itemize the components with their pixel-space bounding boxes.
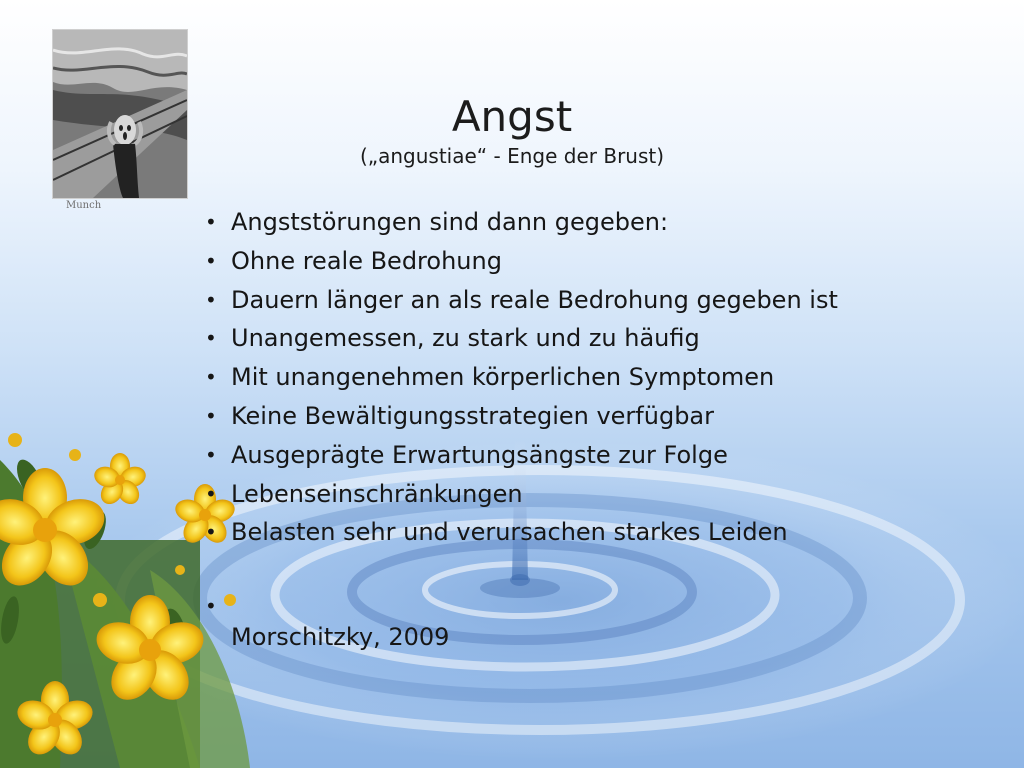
bullet-item xyxy=(205,203,838,242)
bullet-icon: • xyxy=(205,403,217,428)
bullet-text: Ohne reale Bedrohung xyxy=(231,246,502,275)
bullet-item xyxy=(205,436,838,475)
slide-subtitle: („angustiae“ - Enge der Brust) xyxy=(359,144,665,168)
bullet-text: Dauern länger an als reale Bedrohung gegeben ist xyxy=(231,285,838,314)
bullet-text: Belasten sehr und verursachen starkes Leiden xyxy=(231,518,788,547)
bullet-text: Unangemessen, zu stark und zu häufig xyxy=(231,324,700,353)
bullet-item xyxy=(205,397,838,436)
bullet-item xyxy=(205,319,838,358)
bullet-icon: • xyxy=(205,248,217,273)
bullet-item xyxy=(205,281,838,320)
bullet-icon: • xyxy=(205,287,217,312)
bullet-item xyxy=(205,358,838,397)
bullet-text: Mit unangenehmen körperlichen Symptomen xyxy=(231,363,775,392)
bullet-icon: • xyxy=(205,520,217,545)
bullet-icon: • xyxy=(205,365,217,390)
title-text: Angst xyxy=(451,92,573,141)
bullet-item xyxy=(205,513,838,552)
slide-title xyxy=(0,92,1024,141)
source-text: Morschitzky, 2009 xyxy=(231,623,450,651)
bullet-icon: • xyxy=(205,442,217,467)
bullet-text: Lebenseinschränkungen xyxy=(231,479,523,508)
bullet-text: Angststörungen sind dann gegeben: xyxy=(231,208,669,236)
image-caption: Munch xyxy=(66,200,102,211)
bullet-icon: • xyxy=(205,481,217,506)
source-citation xyxy=(205,594,449,656)
bullet-icon: • xyxy=(205,594,217,618)
bullet-icon: • xyxy=(205,210,217,234)
bullet-list xyxy=(205,203,838,552)
bullet-text: Keine Bewältigungsstrategien verfügbar xyxy=(231,401,714,430)
bullet-item xyxy=(205,242,838,281)
bullet-text: Ausgeprägte Erwartungsängste zur Folge xyxy=(231,440,728,469)
bullet-icon: • xyxy=(205,326,217,351)
bullet-item xyxy=(205,475,838,514)
